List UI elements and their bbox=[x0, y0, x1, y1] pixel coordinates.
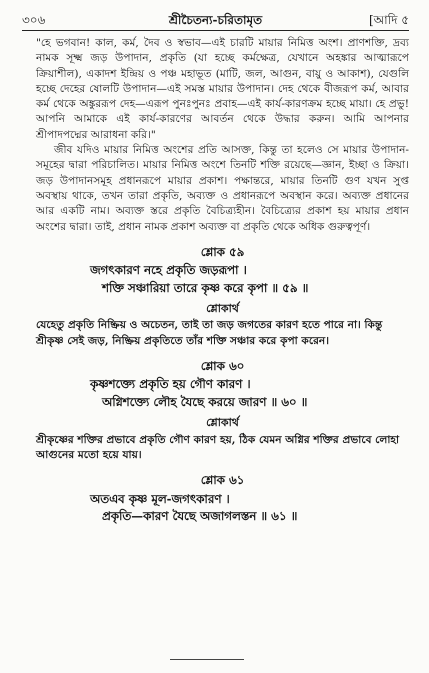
verse-line: অতএব কৃষ্ণ মূল-জগৎকারণ । bbox=[90, 491, 230, 506]
verse-line: প্রকৃতি—কারণ যৈছে অজাগলস্তন ॥ ৬১ ॥ bbox=[102, 509, 298, 524]
verse-line: কৃষ্ণশক্ত্যে প্রকৃতি হয় গৌণ কারণ । bbox=[90, 377, 251, 392]
verse-translation: যেহেতু প্রকৃতি নিষ্ক্রিয় ও অচেতন, তাই তা জড় জগতের কারণ হতে পারে না। কিন্তু শ্রীকৃষ্ণ সেই জড়, নিষ্ক্রিয় প্রকৃতিতে তাঁর শক্তি সঞ্চার করে কৃপা করেন। bbox=[36, 319, 383, 347]
translation-heading: শ্লোকার্থ bbox=[206, 416, 239, 430]
page-number: ৩০৬ bbox=[22, 13, 46, 27]
verse-line: শক্তি সঞ্চারিয়া তারে কৃষ্ণ করে কৃপা ॥ ৫৯ ॥ bbox=[102, 280, 309, 295]
verse-heading: শ্লোক ৬১ bbox=[200, 473, 245, 488]
verse-line: জগৎকারণ নহে প্রকৃতি জড়রূপা । bbox=[90, 263, 247, 278]
header-rule bbox=[22, 30, 409, 31]
verse-line: অগ্নিশক্ত্যে লৌহ যৈছে করয়ে জারণ ॥ ৬০ ॥ bbox=[102, 394, 308, 409]
page-body bbox=[36, 36, 409, 526]
verse-heading: শ্লোক ৬০ bbox=[200, 359, 245, 374]
purport-paragraph-2: জীব যদিও মায়ার নিমিত্ত অংশের প্রতি আসক্ত, কিন্তু তা হলেও সে মায়ার উপাদান-সমূহের দ্বারা পরিচালিত। মায়ার নিমিত্ত অংশে তিনটি শক্তি রয়েছে—জ্ঞান, ইচ্ছা ও ক্রিয়া। জড় উপাদানসমূহ প্রধানরূপে মায়ার প্রকাশ। পক্ষান্তরে, মায়ার তিনটি গুণ যখন সুপ্ত অবস্থায় থাকে, তখন তারা প্রকৃতি, অব্যক্ত ও প্রধানরূপে অবস্থান করে। অব্যক্ত প্রধানের আর একটি নাম। অব্যক্ত স্তরে প্রকৃতি বৈচিত্র্যহীন। বৈচিত্র্যের প্রকাশ হয় মায়ার প্রধান অংশের দ্বারা। তাই, প্রধান নামক প্রকাশ অব্যক্ত বা প্রকৃতি থেকে অধিক গুরুত্বপূর্ণ। bbox=[36, 144, 409, 233]
verse-heading: শ্লোক ৫৯ bbox=[200, 244, 245, 259]
section-marker: [আদি ৫ bbox=[368, 13, 409, 27]
verse-translation: শ্রীকৃষ্ণের শক্তির প্রভাবে প্রকৃতি গৌণ কারণ হয়, ঠিক যেমন অগ্নির শক্তির প্রভাবে লোহা আগুনের মতো হয়ে যায়। bbox=[36, 433, 400, 461]
purport-paragraph: "হে ভগবান! কাল, কর্ম, দৈব ও স্বভাব—এই চারটি মায়ার নিমিত্ত অংশ। প্রাণশক্তি, দ্রব্য নামক সূক্ষ্ম জড় উপাদান, প্রকৃতি (যা হচ্ছে কর্মক্ষেত্র, যেখানে অহঙ্কার আত্মারূপে ক্রিয়াশীল), একাদশ ইন্দ্রিয় ও পঞ্চ মহাভূত (মাটি, জল, আগুন, বায়ু ও আকাশ), যেগুলি হচ্ছে দেহের ষোলটি উপাদান—এই সমস্ত মায়ার উপাদান। দেহ থেকে বীজরূপ কর্ম, আবার কর্ম থেকে অঙ্কুররূপ দেহ—এরূপ পুনঃপুনঃ প্রবাহ—এই কার্য-কারণক্রম হচ্ছে মায়া। হে প্রভু! আপনি আমাকে এই কার্য-কারণের আবর্তন থেকে উদ্ধার করুন। আমি আপনার শ্রীপাদপদ্মের আরাধনা করি।" bbox=[36, 37, 409, 141]
footer-rule bbox=[170, 659, 244, 668]
running-title: শ্রীচৈতন্য-চরিতামৃত bbox=[168, 13, 263, 27]
translation-heading: শ্লোকার্থ bbox=[206, 302, 239, 316]
page-header bbox=[22, 12, 409, 30]
